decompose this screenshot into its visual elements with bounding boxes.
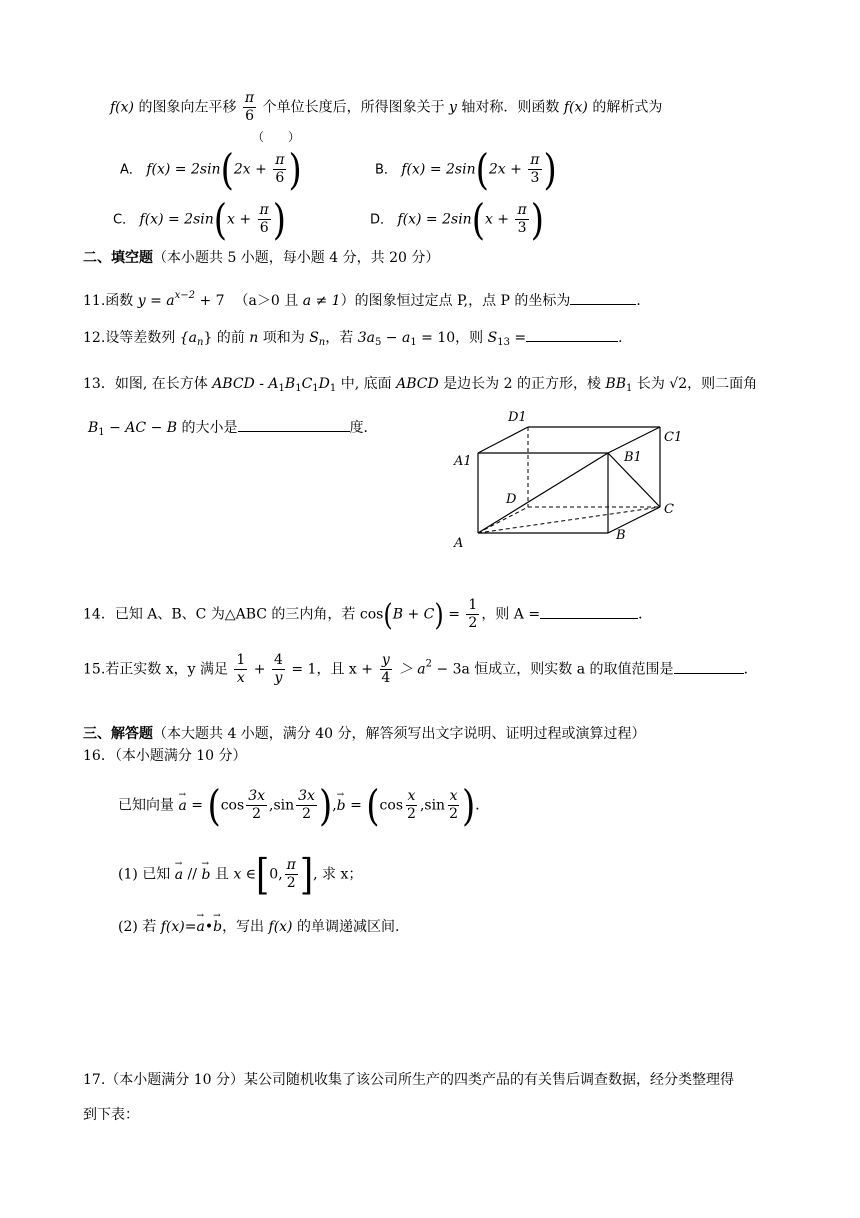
q16-p2-mid: ，写出 [222,919,269,935]
q16-comma: , [332,797,337,814]
option-b-lhs: f(x) = 2sin [401,161,476,178]
section2-note: （本小题共 5 小题，每小题 4 分，共 20 分） [153,250,440,266]
q15 [83,652,758,687]
q16-p2-dot: • [204,919,214,935]
q10-text-c: 轴对称．则函数 [456,99,564,116]
q16-heading: 16．（本小题满分 10 分） [83,748,247,764]
q16-p1-par: // [183,866,202,883]
q16-p2-label: (2) 若 [118,919,161,935]
q12-S: S [309,330,319,346]
q12-eqend: = 10 [416,330,456,346]
option-c-fraction [258,202,271,237]
paren-close: ) [318,780,333,831]
q14 [83,597,652,632]
q13-solid4: D [318,376,330,392]
q13-b: 中, 底面 [336,376,397,392]
q10-answer-paren: （ ） [252,130,301,144]
q14-inner: B + C [392,606,435,623]
q16-xd: 2 [407,806,416,822]
section3-title: 三、解答题 [83,726,153,742]
q10-axis-var: y [449,99,457,116]
q16-part1 [118,849,363,900]
q10-text-a: 的图象向左平移 [134,99,241,116]
paren-open: ( [383,597,393,632]
q11-num: 11. [83,293,106,309]
option-a-fraction [273,152,286,187]
q13-num: 13． [83,376,115,392]
option-b-den: 3 [530,170,540,186]
option-c-den: 6 [259,220,269,236]
paren-close: ) [272,194,287,245]
q13-s2: 1 [295,383,302,394]
q16-vec-a: → a [178,796,186,816]
q16-p1-vec-b: → b [201,865,210,885]
q16-p1-frac [285,857,298,892]
q14-frac-den: 2 [468,615,478,631]
label-C1: C1 [664,430,683,445]
q16-ad2: 2 [302,806,311,822]
q15-f2n: 4 [273,652,283,668]
q15-ineq: ＞ a [394,661,426,678]
q16-xd2: 2 [449,806,458,822]
q15-plus: + [249,661,270,678]
option-d-lhs: f(x) = 2sin [397,211,472,228]
q16-p2-vec-a: → a [196,917,204,937]
q13-d: 长为 [632,376,670,392]
q16-p1-hd: 2 [286,875,296,891]
option-a-inner: 2x + [233,161,272,178]
q15-frac1 [234,652,247,687]
label-A: A [454,536,464,551]
q13-l2sub: 1 [98,427,105,438]
section3-note: （本大题共 4 小题，满分 40 分，解答须写出文字说明、证明过程或演算过程） [153,726,646,742]
q12-num: 12. [83,330,106,346]
q13-unit: 度． [349,420,378,436]
section2-heading [83,248,439,268]
q11-c: ）的图象恒过定点 P,，点 P 的坐标为 [340,293,571,309]
q13-s1: 1 [278,383,285,394]
q10-line1 [110,90,662,125]
q12-e: ，则 [455,330,488,346]
q16-p2-end: 的单调递减区间. [292,919,400,935]
option-d-den: 3 [517,220,527,236]
paren-open: ( [471,194,485,245]
edge-A1D1 [478,427,528,453]
label-D: D [506,492,517,507]
q12-c: 项和为 [258,330,310,346]
paren-open: ( [213,194,228,245]
q14-end: ． [638,606,653,623]
bracket-close: ] [299,849,314,900]
q13-answer-blank[interactable] [238,417,350,432]
q15-sq: 2 [425,658,432,670]
q14-frac-num: 1 [468,597,478,613]
q13-s4: 1 [329,383,337,394]
label-D1: D1 [508,410,527,425]
q16-an: 3x [248,788,265,804]
option-a-lhs: f(x) = 2sin [146,161,221,178]
q15-num: 15. [83,661,106,678]
option-a-num: π [275,152,285,168]
q14-fraction [466,597,479,632]
q12-a: 设等差数列 [105,330,180,346]
q16-cos2: cos [379,797,404,814]
q16-frac-b2 [447,788,460,823]
edge-AD-hidden [478,507,528,533]
option-c-num: π [259,202,269,218]
q14-num: 14． [83,606,115,623]
q10-shift-den: 6 [245,108,254,124]
q11-exp: x−2 [174,290,195,301]
q16-p2-vec-b: → b [213,917,222,937]
q16-p2-f2: f(x) [268,919,293,935]
q10-shift-num: π [244,90,255,106]
q16-p1-x: x ∈ [233,866,257,883]
q15-rest: − 3a 恒成立，则实数 a 的取值范围是 [431,661,674,678]
q16-frac-b1 [405,788,418,823]
q16-p1-vec-a: → a [175,865,183,885]
q16-p1-label: (1) 已知 [118,866,175,883]
q11-plus: + 7 [195,293,225,309]
label-B: B [616,528,626,543]
q16-p2-f: f(x)= [160,919,197,935]
option-d-inner: x + [484,211,514,228]
q12-eqsub2: 1 [410,337,417,348]
option-d-fraction [515,202,528,237]
q16-p1-lo: 0, [269,866,283,883]
q13-l2c: 的大小是 [177,420,238,436]
q15-f3n: y [381,652,390,668]
q12-eq: 3a [357,330,375,346]
q13-solid: ABCD - A [212,376,279,392]
paren-open: ( [366,780,380,831]
q13-edgesub: 1 [626,383,633,394]
q16-cos: cos [220,797,245,814]
option-a-label: A． [120,162,142,178]
option-b-label: B． [375,162,397,178]
paren-open: ( [220,144,234,195]
q14-a: 已知 A、B、C 为△ABC 的三内角，若 [114,606,360,623]
q15-f1n: 1 [236,652,246,668]
q12-S13sub: 13 [497,337,510,348]
q15-f3d: 4 [381,670,391,686]
q13-a: 如图, 在长方体 [114,376,213,392]
option-c-inner: x + [227,211,256,228]
q12-b: 的前 [212,330,250,346]
q13-e: ，则二面角 [687,376,758,392]
q13-len: √2 [669,376,688,392]
q14-cos: cos [359,606,384,623]
option-c-lhs: f(x) = 2sin [139,211,214,228]
q16-given [118,780,490,831]
q12-S13: S [487,330,498,346]
q11-neq: a ≠ 1 [302,293,341,309]
q15-f2d: y [274,670,283,686]
q13-line1 [83,374,757,399]
option-c-label: C． [113,212,136,228]
q15-frac3 [379,652,392,687]
q16-frac-a2 [296,788,317,823]
q16-part2 [118,917,399,937]
paren-open: ( [207,780,221,831]
q16-ad: 2 [252,806,262,822]
q16-p1-end: , 求 x； [313,866,363,883]
segment-AB1 [478,453,608,533]
q14-eq: = [443,606,465,623]
option-b-inner: 2x + [488,161,527,178]
paren-open: ( [475,144,489,195]
label-C: C [664,502,674,517]
label-B1: B1 [624,450,642,465]
q16-given-text: 已知向量 [118,797,179,814]
bracket-open: [ [256,849,270,900]
q12-f: = [509,330,527,346]
q15-eq1: = 1，且 x + [286,661,378,678]
q12-eqmid: − a [381,330,411,346]
section2-title: 二、填空题 [83,250,153,266]
q13-solid3: C [301,376,313,392]
q11-cond: （a＞0 且 [234,293,303,309]
paren-close: ) [543,144,557,195]
q16-an2: 3x [298,788,315,804]
q16-end: ． [475,797,490,814]
q12-n: n [249,330,259,346]
q16-sin2: ,sin [419,797,446,814]
option-b-num: π [530,152,540,168]
q12-seq: {a [179,330,197,346]
q16-vec-b: → b [337,796,346,816]
q12-Ssub: n [318,337,326,348]
option-d-num: π [517,202,527,218]
q12-answer-blank[interactable] [526,327,618,342]
q11-end: ． [636,293,651,309]
q15-frac2 [272,652,285,687]
q16-sin: ,sin [269,797,295,814]
q10-option-b [375,144,557,195]
q11 [83,286,650,311]
q12 [83,327,632,353]
q11-func: y = a [137,293,175,309]
q15-end: ． [743,661,758,678]
q10-shift-fraction [243,90,256,125]
q13-l2b: − AC − B [104,420,178,436]
q13-s3: 1 [312,383,319,394]
q12-seqend: } [203,330,213,346]
q16-frac-a1 [246,788,267,823]
q16-p1-hn: π [286,857,296,873]
q12-end: ． [618,330,633,346]
q13-c: 是边长为 2 的正方形，棱 [438,376,606,392]
q10-fx2: f(x) [563,99,588,116]
q16-xn2: x [449,788,458,804]
q12-seqsub: n [196,337,204,348]
q13-line2 [88,417,378,443]
q15-a: 若正实数 x，y 满足 [105,661,233,678]
q13-solid2: B [284,376,296,392]
q13-base: ABCD [396,376,439,392]
q10-option-d [370,194,544,245]
q12-eqsub1: 5 [374,337,382,348]
q13-edge: BB [605,376,626,392]
q17-line1: 17.（本小题满分 10 分）某公司随机收集了该公司所生产的四类产品的有关售后调查数据，经分类整理得 [83,1072,734,1088]
paren-close: ) [288,144,302,195]
option-a-den: 6 [275,170,285,186]
q13-l2a: B [88,420,99,436]
q16-eqb: = [345,797,367,814]
q10-text-b: 个单位长度后，所得图象关于 [258,99,450,116]
paren-close: ) [434,597,444,632]
cuboid-figure [450,405,690,555]
q17-line2: 到下表： [83,1107,139,1123]
paren-close: ) [530,194,544,245]
q10-text-d: 的解析式为 [587,99,663,116]
q10-fx: f(x) [110,99,135,116]
q14-b: ，则 A = [481,606,541,623]
q16-xn: x [407,788,416,804]
option-b-fraction [528,152,541,187]
q15-answer-blank[interactable] [674,659,744,674]
option-d-label: D． [370,212,394,228]
section3-heading [83,724,646,744]
q10-option-c [113,194,287,245]
q16-p1-and: 且 [210,866,234,883]
q10-option-a [120,144,302,195]
paren-close: ) [462,780,476,831]
q11-answer-blank[interactable] [570,290,636,305]
q11-a: 函数 [105,293,138,309]
q14-answer-blank[interactable] [540,604,638,619]
q12-d: ，若 [325,330,358,346]
q16-eqa: = [186,797,208,814]
label-A1: A1 [454,454,472,469]
q15-f1d: x [236,670,245,686]
